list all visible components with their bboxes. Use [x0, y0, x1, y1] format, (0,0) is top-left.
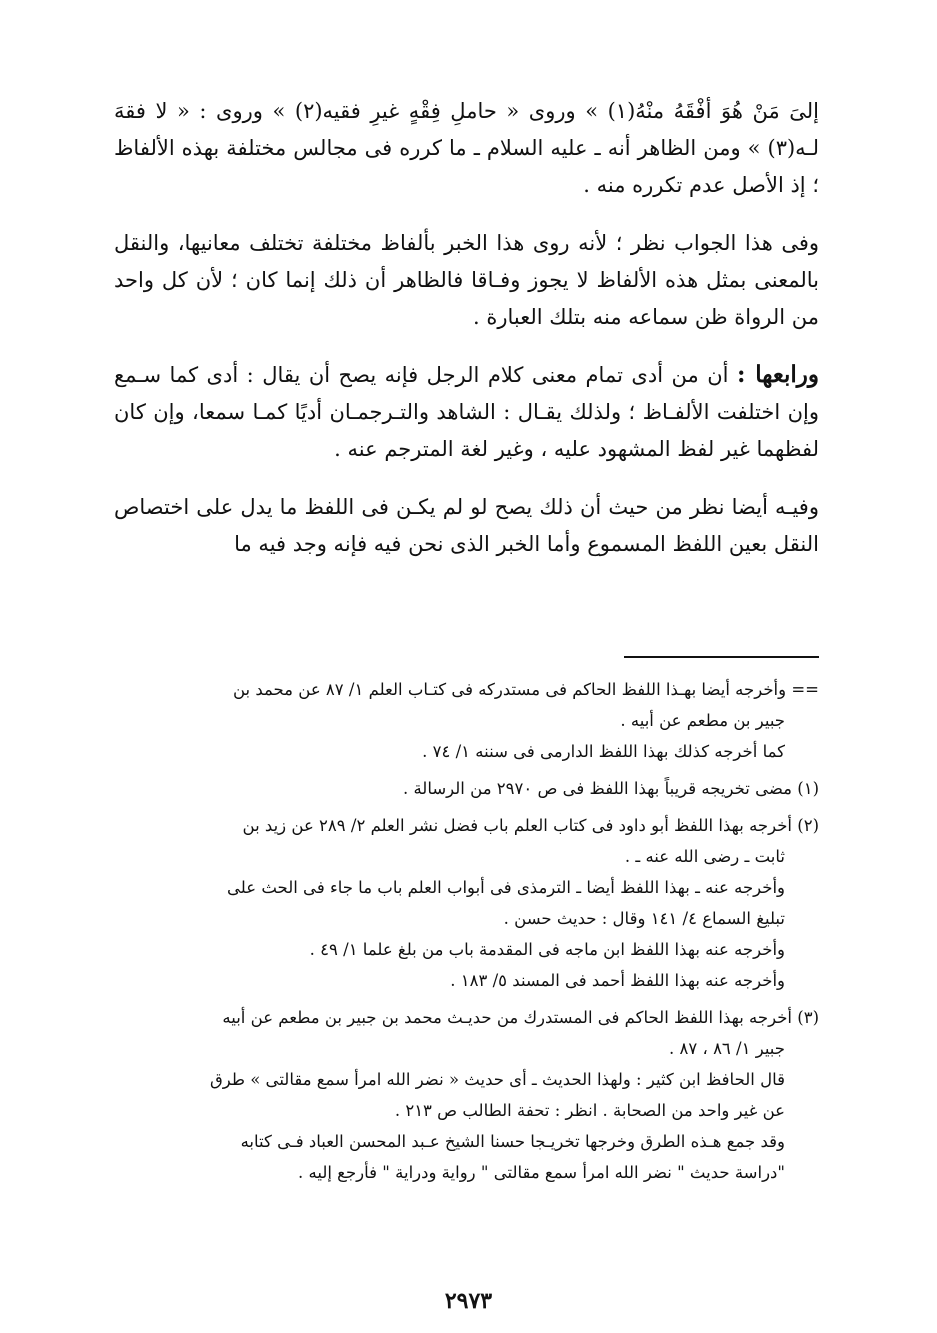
footnote-text: مضى تخريجه قريباً بهذا اللفظ فى ص ٢٩٧٠ من الرسالة . [402, 779, 792, 798]
footnote-subline: وأخرجه عنه بهذا اللفظ ابن ماجه فى المقدمة باب من بلغ علما ١/ ٤٩ . [309, 940, 785, 959]
footnote-line [114, 810, 819, 841]
footnote-subline: تبليغ السماع ٤/ ١٤١ وقال : حديث حسن . [503, 909, 785, 928]
footnote-3 [114, 1002, 819, 1188]
footnote-subline: وأخرجه عنه بهذا اللفظ أحمد فى المسند ٥/ ١٨٣ . [450, 971, 785, 990]
paragraph-1 [114, 92, 819, 204]
footnote-continued [114, 674, 819, 767]
footnote-text: أخرجه بهذا اللفظ أبو داود فى كتاب العلم باب فضل نشر العلم ٢/ ٢٨٩ عن زيد بن [242, 816, 792, 835]
footnote-line [114, 1002, 819, 1033]
footnote-marker: == [791, 680, 819, 699]
footnote-line [114, 773, 819, 804]
paragraph-lead: ورابعها : [736, 361, 819, 388]
footnote-subline: "دراسة حديث " نضر الله امرأ سمع مقالتى " رواية ودراية " فأرجع إليه . [298, 1163, 785, 1182]
footnote-subline: كما أخرجه كذلك بهذا اللفظ الدارمى فى سننه ١/ ٧٤ . [422, 742, 785, 761]
paragraph-text: وفيـه أيضا نظر من حيث أن ذلك يصح لو لم يكـن فى اللفظ ما يدل على اختصاص النقل بعين اللفظ المسموع وأما الخبر الذى نحن فيه فإنه وجد فيه ما [114, 495, 819, 556]
paragraph-text: إلىَ مَنْ هُوَ أفْقَهُ منْهُ(١) » وروى « حاملِ فِقْهٍ غيرِ فقيه(٢) » وروى : « لا فقهَ لـه(٣) » ومن الظاهر أنه ـ عليه السلام ـ ما كرره فى مجالس مختلفة بهذه الألفاظ ؛ إذ الأصل عدم تكرره منه . [114, 99, 819, 197]
paragraph-4 [114, 488, 819, 563]
footnote-2 [114, 810, 819, 996]
footnotes [114, 674, 819, 1194]
footnote-marker: (٣) [797, 1008, 819, 1027]
footnote-separator [624, 656, 819, 658]
paragraph-text: وفى هذا الجواب نظر ؛ لأنه روى هذا الخبر بألفاظ مختلفة تختلف معانيها، والنقل بالمعنى بمثل هذه الألفاظ لا يجوز وفـاقا فالظاهر أن ذلك إنما كان ؛ لأن كل واحد من الرواة ظن سماعه منه بتلك العبارة . [114, 231, 819, 329]
paragraph-3 [114, 356, 819, 468]
page-number: ٢٩٧٣ [444, 1288, 493, 1314]
footnote-line: ثابت ـ رضى الله عنه ـ . [624, 847, 785, 866]
footnote-text: أخرجه بهذا اللفظ الحاكم فى المستدرك من حديـث محمد بن جبير بن مطعم عن أبيه [222, 1008, 792, 1027]
footnote-text: وأخرجه أيضا بهـذا اللفظ الحاكم فى مستدركه فى كتـاب العلم ١/ ٨٧ عن محمد بن [232, 680, 787, 699]
footnote-1 [114, 773, 819, 804]
footnote-subline: وأخرجه عنه ـ بهذا اللفظ أيضا ـ الترمذى فى أبواب العلم باب ما جاء فى الحث على [227, 878, 785, 897]
main-text [114, 92, 819, 583]
paragraph-text: أن من أدى تمام معنى كلام الرجل فإنه يصح أن يقال : أدى كما سـمع وإن اختلفت الألفـاظ ؛ ولذلك يقـال : الشاهد والتـرجمـان أديًا كمـا سمعا، وإن كان لفظهما غير لفظ المشهود عليه ، وغير لغة المترجم عنه . [114, 363, 819, 461]
footnote-line: جبير بن مطعم عن أبيه . [620, 711, 785, 730]
footnote-subline: عن غير واحد من الصحابة . انظر : تحفة الطالب ص ٢١٣ . [394, 1101, 785, 1120]
footnote-line [114, 674, 819, 705]
footnote-marker: (١) [797, 779, 819, 798]
footnote-marker: (٢) [797, 816, 819, 835]
footnote-subline: قال الحافظ ابن كثير : ولهذا الحديث ـ أى حديث « نضر الله امرأ سمع مقالتى » طرق [209, 1070, 785, 1089]
paragraph-2 [114, 224, 819, 336]
footnote-subline: وقد جمع هـذه الطرق وخرجها تخريـجا حسنا الشيخ عـبد المحسن العباد فـى كتابه [240, 1132, 785, 1151]
footnote-line: جبير ١/ ٨٦ ، ٨٧ . [669, 1039, 785, 1058]
